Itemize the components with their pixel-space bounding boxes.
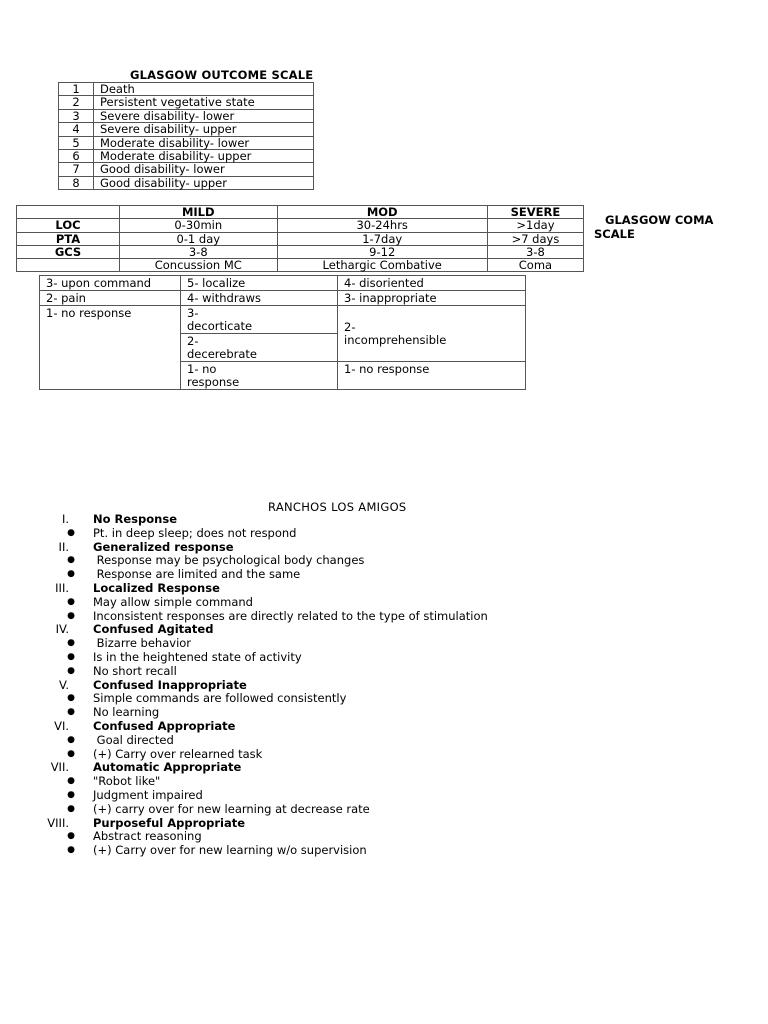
- bullet-icon: ●: [67, 789, 75, 800]
- glasgow-outcome-row: [59, 136, 314, 149]
- ranchos-bullet-item: [0, 665, 768, 679]
- gcs-eye-cell: 1- no response: [40, 306, 181, 390]
- severity-cell: Coma: [487, 259, 583, 272]
- ranchos-level: [0, 720, 768, 734]
- severity-cell: Lethargic Combative: [277, 259, 487, 272]
- ranchos-level: [0, 541, 768, 555]
- ranchos-bullet-text: Inconsistent responses are directly related to the type of stimulation: [93, 608, 488, 623]
- glasgow-outcome-number: 3: [59, 109, 94, 122]
- ranchos-bullet-item: [0, 610, 768, 624]
- severity-row: [17, 219, 584, 232]
- severity-row-label: PTA: [17, 232, 120, 245]
- glasgow-outcome-row: [59, 96, 314, 109]
- gcs-row: [40, 291, 526, 306]
- severity-cell: 0-30min: [120, 219, 278, 232]
- bullet-icon: ●: [67, 527, 75, 538]
- ranchos-list: [0, 513, 768, 858]
- glasgow-outcome-number: 6: [59, 150, 94, 163]
- ranchos-bullet-text: "Robot like": [93, 774, 161, 789]
- gcs-verbal-cell: 1- no response: [338, 362, 526, 390]
- ranchos-bullet-item: [0, 527, 768, 541]
- glasgow-outcome-label: Good disability- lower: [94, 163, 314, 176]
- glasgow-outcome-title: GLASGOW OUTCOME SCALE: [130, 68, 314, 82]
- ranchos-title: RANCHOS LOS AMIGOS: [268, 500, 407, 514]
- severity-cell: 1-7day: [277, 232, 487, 245]
- gcs-verbal-cell: 2- incomprehensible: [338, 306, 526, 362]
- glasgow-outcome-row: [59, 109, 314, 122]
- ranchos-bullet-text: May allow simple command: [93, 594, 253, 609]
- glasgow-outcome-row: [59, 176, 314, 189]
- bullet-icon: ●: [67, 610, 75, 621]
- glasgow-outcome-label: Severe disability- upper: [94, 123, 314, 136]
- severity-row: [17, 232, 584, 245]
- glasgow-outcome-label: Moderate disability- lower: [94, 136, 314, 149]
- glasgow-outcome-label: Persistent vegetative state: [94, 96, 314, 109]
- ranchos-level-number: IV.: [55, 622, 69, 637]
- glasgow-coma-title: [594, 213, 713, 241]
- ranchos-bullet-item: [0, 651, 768, 665]
- ranchos-bullet-item: [0, 568, 768, 582]
- ranchos-level-title: Localized Response: [93, 580, 220, 595]
- glasgow-outcome-table: [58, 82, 314, 190]
- bullet-icon: ●: [67, 569, 75, 580]
- ranchos-bullet-text: (+) Carry over for new learning w/o supervision: [93, 843, 367, 858]
- bullet-icon: ●: [67, 651, 75, 662]
- ranchos-bullet-item: [0, 830, 768, 844]
- bullet-icon: ●: [67, 748, 75, 759]
- ranchos-level: [0, 623, 768, 637]
- ranchos-bullet-item: [0, 637, 768, 651]
- ranchos-level: [0, 679, 768, 693]
- severity-row: [17, 259, 584, 272]
- glasgow-outcome-number: 1: [59, 83, 94, 96]
- ranchos-bullet-text: Pt. in deep sleep; does not respond: [93, 525, 297, 540]
- ranchos-level-number: II.: [58, 539, 69, 554]
- ranchos-level-title: Confused Agitated: [93, 622, 214, 637]
- severity-cell: >7 days: [487, 232, 583, 245]
- severity-header-cell: MILD: [120, 206, 278, 219]
- severity-cell: Concussion MC: [120, 259, 278, 272]
- ranchos-bullet-item: [0, 775, 768, 789]
- gcs-row: [40, 276, 526, 291]
- ranchos-bullet-item: [0, 692, 768, 706]
- glasgow-outcome-row: [59, 163, 314, 176]
- glasgow-outcome-number: 2: [59, 96, 94, 109]
- glasgow-coma-table: [39, 275, 526, 390]
- severity-table: [16, 205, 584, 272]
- ranchos-bullet-text: No learning: [93, 705, 160, 720]
- bullet-icon: ●: [67, 693, 75, 704]
- ranchos-bullet-text: (+) carry over for new learning at decrease rate: [93, 801, 370, 816]
- ranchos-level-title: Automatic Appropriate: [93, 760, 242, 775]
- ranchos-bullet-item: [0, 789, 768, 803]
- ranchos-level-number: VI.: [54, 718, 69, 733]
- gcs-motor-cell: 1- no response: [181, 362, 338, 390]
- severity-header-cell: SEVERE: [487, 206, 583, 219]
- glasgow-outcome-label: Death: [94, 83, 314, 96]
- severity-row: [17, 245, 584, 258]
- bullet-icon: ●: [67, 665, 75, 676]
- ranchos-level-number: V.: [58, 677, 69, 692]
- severity-cell: 3-8: [487, 245, 583, 258]
- bullet-icon: ●: [67, 776, 75, 787]
- ranchos-level-number: III.: [55, 580, 69, 595]
- gcs-motor-cell: 2- decerebrate: [181, 334, 338, 362]
- severity-cell: 0-1 day: [120, 232, 278, 245]
- ranchos-bullet-item: [0, 706, 768, 720]
- ranchos-bullet-text: No short recall: [93, 663, 177, 678]
- ranchos-level: [0, 761, 768, 775]
- bullet-icon: ●: [67, 596, 75, 607]
- severity-cell: 9-12: [277, 245, 487, 258]
- glasgow-coma-title-line2: SCALE: [594, 227, 635, 241]
- ranchos-level-title: Confused Appropriate: [93, 718, 236, 733]
- glasgow-outcome-label: Severe disability- lower: [94, 109, 314, 122]
- bullet-icon: ●: [67, 803, 75, 814]
- ranchos-level-title: No Response: [93, 512, 177, 526]
- bullet-icon: ●: [67, 831, 75, 842]
- ranchos-level: [0, 817, 768, 831]
- ranchos-bullet-text: Response are limited and the same: [93, 567, 301, 582]
- ranchos-bullet-item: [0, 748, 768, 762]
- gcs-row: [40, 306, 526, 334]
- bullet-icon: ●: [67, 734, 75, 745]
- ranchos-bullet-text: Response may be psychological body changes: [93, 553, 365, 568]
- glasgow-outcome-row: [59, 83, 314, 96]
- gcs-eye-cell: 3- upon command: [40, 276, 181, 291]
- gcs-verbal-cell: 4- disoriented: [338, 276, 526, 291]
- ranchos-level-title: Purposeful Appropriate: [93, 815, 246, 830]
- glasgow-coma-title-line1: GLASGOW COMA: [605, 213, 714, 227]
- glasgow-outcome-row: [59, 123, 314, 136]
- ranchos-bullet-text: Simple commands are followed consistently: [93, 691, 347, 706]
- ranchos-level: [0, 582, 768, 596]
- severity-row-label: LOC: [17, 219, 120, 232]
- glasgow-outcome-number: 7: [59, 163, 94, 176]
- severity-row-label: [17, 259, 120, 272]
- glasgow-outcome-label: Moderate disability- upper: [94, 150, 314, 163]
- glasgow-outcome-label: Good disability- upper: [94, 176, 314, 189]
- gcs-motor-cell: 5- localize: [181, 276, 338, 291]
- ranchos-level-number: I.: [61, 512, 69, 526]
- ranchos-bullet-text: (+) Carry over relearned task: [93, 746, 263, 761]
- gcs-verbal-cell: 3- inappropriate: [338, 291, 526, 306]
- ranchos-level: [0, 513, 768, 527]
- severity-cell: 30-24hrs: [277, 219, 487, 232]
- severity-cell: >1day: [487, 219, 583, 232]
- glasgow-outcome-number: 8: [59, 176, 94, 189]
- ranchos-bullet-text: Judgment impaired: [93, 787, 203, 802]
- severity-header-cell: MOD: [277, 206, 487, 219]
- bullet-icon: ●: [67, 845, 75, 856]
- ranchos-bullet-text: Abstract reasoning: [93, 829, 202, 844]
- gcs-motor-cell: 3- decorticate: [181, 306, 338, 334]
- ranchos-bullet-text: Bizarre behavior: [93, 636, 192, 651]
- bullet-icon: ●: [67, 555, 75, 566]
- severity-header-cell: [17, 206, 120, 219]
- ranchos-bullet-item: [0, 803, 768, 817]
- ranchos-level-number: VIII.: [47, 815, 69, 830]
- ranchos-level-title: Generalized response: [93, 539, 234, 554]
- ranchos-level-title: Confused Inappropriate: [93, 677, 247, 692]
- ranchos-bullet-item: [0, 554, 768, 568]
- ranchos-bullet-text: Is in the heightened state of activity: [93, 649, 302, 664]
- ranchos-bullet-item: [0, 596, 768, 610]
- ranchos-bullet-text: Goal directed: [93, 732, 174, 747]
- glasgow-outcome-number: 4: [59, 123, 94, 136]
- gcs-motor-cell: 4- withdraws: [181, 291, 338, 306]
- severity-header-row: [17, 206, 584, 219]
- bullet-icon: ●: [67, 638, 75, 649]
- severity-row-label: GCS: [17, 245, 120, 258]
- ranchos-bullet-item: [0, 734, 768, 748]
- bullet-icon: ●: [67, 707, 75, 718]
- glasgow-outcome-number: 5: [59, 136, 94, 149]
- gcs-eye-cell: 2- pain: [40, 291, 181, 306]
- severity-cell: 3-8: [120, 245, 278, 258]
- ranchos-level-number: VII.: [50, 760, 69, 775]
- ranchos-bullet-item: [0, 844, 768, 858]
- glasgow-outcome-row: [59, 150, 314, 163]
